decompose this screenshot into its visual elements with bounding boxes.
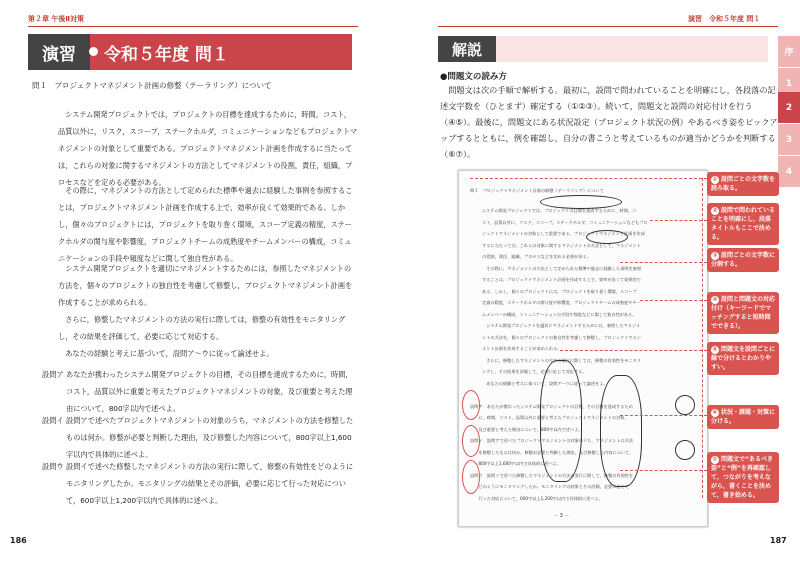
page-number-right: 187 <box>770 536 787 545</box>
scan-line: 800字以上1,600字以内で具体的に述べよ。 <box>470 461 562 466</box>
callout-3 <box>707 248 779 272</box>
scan-line: あなたの経験と考えに基づいて，設問ア～ウに従って論述せよ。 <box>482 380 608 386</box>
title-dot-icon <box>89 47 98 56</box>
callout-text: 問題文で“あるべき姿”と“例”を再確認して，つながりを考えながら，書くことを決めて，書き始める。 <box>711 456 773 499</box>
connector-line <box>650 220 707 221</box>
scan-red-mark <box>462 390 480 420</box>
scan-circle-mark <box>675 440 695 460</box>
scan-line: システム開発プロジェクトを適切にマネジメントするためには，参照したマネジメ <box>482 323 641 328</box>
running-head-right: 演習 令和５年度 問１ <box>688 15 761 23</box>
callout-text: 問題文を設問ごとに線で分けるとわかりやすい。 <box>711 346 776 371</box>
scan-line: ングし，その結果を評価して，必要に応じて対応する。 <box>482 369 587 374</box>
callout-text: 設問で問われていることを明確にし，段落タイトルもここで決める。 <box>711 207 776 241</box>
scan-line: さらに，修整したマネジメントの方法の実行に際しては，修整の有効性をモニタリ <box>482 357 642 363</box>
side-tab-1[interactable]: 1 <box>778 68 800 99</box>
scan-red-mark <box>462 425 480 457</box>
callout-number: ① <box>712 176 718 183</box>
side-tab-intro[interactable]: 序 <box>778 36 800 67</box>
question-heading: 問１ プロジェクトマネジメント計画の修整（テーラリング）について <box>32 81 272 90</box>
callout-text: 設問ごとの文字数に分割する。 <box>711 252 776 268</box>
callout-number: ⑦ <box>712 456 718 463</box>
scan-line: に，時間，コスト，品質以外に重要と考えたプロジェクトマネジメントの対象， <box>470 415 629 420</box>
callout-text: 状況・課題・対策に分ける。 <box>711 409 776 425</box>
scan-line: 設問イ 設問アで述べたプロジェクトマネジメントの対象のうち，マネジメントの方法 <box>470 438 634 443</box>
subquestion-b-label: 設問イ <box>42 416 64 425</box>
subquestion-c-label: 設問ウ <box>42 462 64 471</box>
paragraph-1: システム開発プロジェクトでは，プロジェクトの目標を達成するために，時間，コスト，品質以外に，リスク，スコープ，ステークホルダ，コミュニケーションなどもプロジェクトマネジメントの対象として重要である。プロジェクトマネジメント計画を作成するに当たっては，これらの対象に関するマネジメントの方法としてマネジメントの役割，責任，組織，プロセスなどを定める必要がある。 <box>58 110 358 187</box>
connector-line <box>560 350 707 351</box>
callout-2 <box>707 203 779 245</box>
header-rule-right <box>438 26 778 27</box>
callout-number: ② <box>712 207 718 214</box>
scan-line: することは，プロジェクトマネジメント計画を作成する上で，効率が良くて効果的で <box>482 277 641 282</box>
subquestion-a-label: 設問ア <box>42 370 64 379</box>
paragraph-5: あなたの経験と考えに基づいて，設問ア～ウに従って論述せよ。 <box>58 349 274 358</box>
callout-number: ④ <box>712 296 718 303</box>
scan-line: 行った対応について，600字以上1,200字以内で具体的に述べよ。 <box>470 495 603 501</box>
title-tag: 演習 <box>28 34 90 70</box>
connector-line <box>470 178 707 179</box>
connector-line <box>620 415 707 416</box>
callout-text: 設問ごとの文字数を読み取る。 <box>711 176 776 192</box>
callout-number: ⑤ <box>712 346 718 353</box>
side-tab-2[interactable]: 2 <box>778 92 800 123</box>
scan-line: 設問ア あなたが携わったシステム開発プロジェクトの目標，その目標を達成するため <box>470 403 633 409</box>
scan-line: ントの方法を，個々のプロジェクトの独自性を考慮して修整し，プロジェクトマネジ <box>482 334 641 340</box>
connector-line <box>620 470 707 471</box>
scan-line: 設問ウ 設問イで述べた修整したマネジメントの方法の実行に際して，修整の有効性を <box>470 472 634 478</box>
running-head-left: 第２章 午後Ⅱ対策 <box>28 15 85 23</box>
connector-line <box>702 178 703 498</box>
header-rule-left <box>28 26 358 27</box>
callout-number: ③ <box>712 252 718 259</box>
scan-line: スト，品質以外に，リスク，スコープ，ステークホルダ，コミュニケーションなどもプロ <box>482 219 648 225</box>
scan-line: ムメンバーの構成，コミュニケーションの手段や頻度などに関して独自性がある。 <box>482 311 637 317</box>
scan-line: を修整したものは何か。修整が必要と判断した理由，及び修整した内容について， <box>470 449 634 455</box>
scan-line: メント計画を作成することが求められる。 <box>482 346 562 351</box>
paragraph-3: システム開発プロジェクトを適切にマネジメントするためには，参照したマネジメントの方法を，個々のプロジェクトの独自性を考慮して修整し，プロジェクトマネジメント計画を作成することが求められる。 <box>58 264 353 307</box>
paragraph-4: さらに，修整したマネジメントの方法の実行に際しては，修整の有効性をモニタリングし，その結果を評価して，必要に応じて対応する。 <box>58 315 346 341</box>
side-tab-4[interactable]: 4 <box>778 156 800 187</box>
connector-line <box>620 262 707 263</box>
scan-line: ジェクトマネジメントの対象として重要である。プロジェクトマネジメント計画を作成 <box>482 231 645 236</box>
scan-line: 及び重要と考えた理由について，800字以内で述べよ。 <box>470 426 583 432</box>
scan-line: するに当たっては，これらの対象に関するマネジメントの方法として，マネジメント <box>482 242 641 248</box>
page-title: 令和５年度 問１ <box>104 44 229 65</box>
callout-1 <box>707 172 779 196</box>
scan-circle-mark <box>586 230 628 244</box>
scan-circle-mark <box>540 195 622 209</box>
scan-line: システム開発プロジェクトでは，プロジェクトの目標を達成するために，時間，コ <box>482 208 637 213</box>
connector-line <box>640 300 707 301</box>
scan-red-mark <box>462 460 480 494</box>
scan-circle-mark <box>675 395 695 415</box>
callout-4 <box>707 292 779 334</box>
scan-line: その際に，マネジメントの方法として定められた標準や過去に経験した事例を参照 <box>482 265 642 271</box>
callout-number: ⑥ <box>712 409 718 416</box>
scan-heading: 問１ プロジェクトマネジメント計画の修整（テーラリング）について <box>470 188 604 193</box>
subquestion-c-text: 設問イで述べた修整したマネジメントの方法の実行に際して，修整の有効性をどのようにモニタリングしたか。モニタリングの結果とその評価，必要に応じて行った対応について，600字以上1,200字以内で具体的に述べよ。 <box>66 462 354 505</box>
subquestion-a-text: あなたが携わったシステム開発プロジェクトの目標，その目標を達成するために，時間，コスト，品質以外に重要と考えたプロジェクトマネジメントの対象，及び重要と考えた理由について，800字以内で述べよ。 <box>66 370 353 413</box>
callout-text: 設問と問題文の対応付け（キーワードでマッチングすると短時間でできる）。 <box>711 296 776 330</box>
page-number-left: 186 <box>10 536 27 545</box>
paragraph-2: その際に，マネジメントの方法として定められた標準や過去に経験した事例を参照することは，プロジェクトマネジメント計画を作成する上で，効率が良くて効果的である。しかし，個々のプロジェクトには，プロジェクトを取り巻く環境，スコープ定義の精度，ステークホルダの関与度や影響度，プロジェクトチームの成熟度やチームメンバーの構成，コミュニケーションの手段や頻度などに関して独自性がある。 <box>58 186 353 263</box>
section-tag: 解説 <box>438 36 496 62</box>
scan-circle-mark <box>540 360 582 482</box>
scan-line: の役割，責任，組織，プロセスなどを定める必要がある。 <box>482 254 591 259</box>
scan-page-mark: － 3 － <box>553 513 570 519</box>
callout-5 <box>707 342 779 375</box>
explanation-text: 問題文は次の手順で解析する。最初に，設問で問われていることを明確にし，各段落の記述文字数を（ひとまず）確定する（①②③）。続いて，問題文と設問の対応付けを行う（④⑤）。最後に，問題文にある状況設定（プロジェクト状況の例）やあるべき姿をピックアップするとともに，例を確認し，自分の書こうと考えているものが適当かどうかを判断する（⑥⑦）。 <box>440 85 778 159</box>
scan-line: 定義の精度，ステークホルダの関与度や影響度，プロジェクトチームの成熟度やチー <box>482 300 641 305</box>
subquestion-b-text: 設問アで述べたプロジェクトマネジメントの対象のうち，マネジメントの方法を修整したものは何か。修整が必要と判断した理由，及び修整した内容について，800字以上1,600字以内で具体的に述べよ。 <box>66 416 354 459</box>
side-tab-3[interactable]: 3 <box>778 124 800 155</box>
scan-line: ある。しかし，個々のプロジェクトには，プロジェクトを取り巻く環境，スコープ <box>482 288 637 294</box>
section-subheading: ●問題文の読み方 <box>440 72 507 82</box>
callout-7 <box>707 452 779 503</box>
scan-line: どのようにモニタリングしたか。モニタリングの結果とその評価，必要に応じて <box>470 484 629 489</box>
callout-6 <box>707 405 779 429</box>
